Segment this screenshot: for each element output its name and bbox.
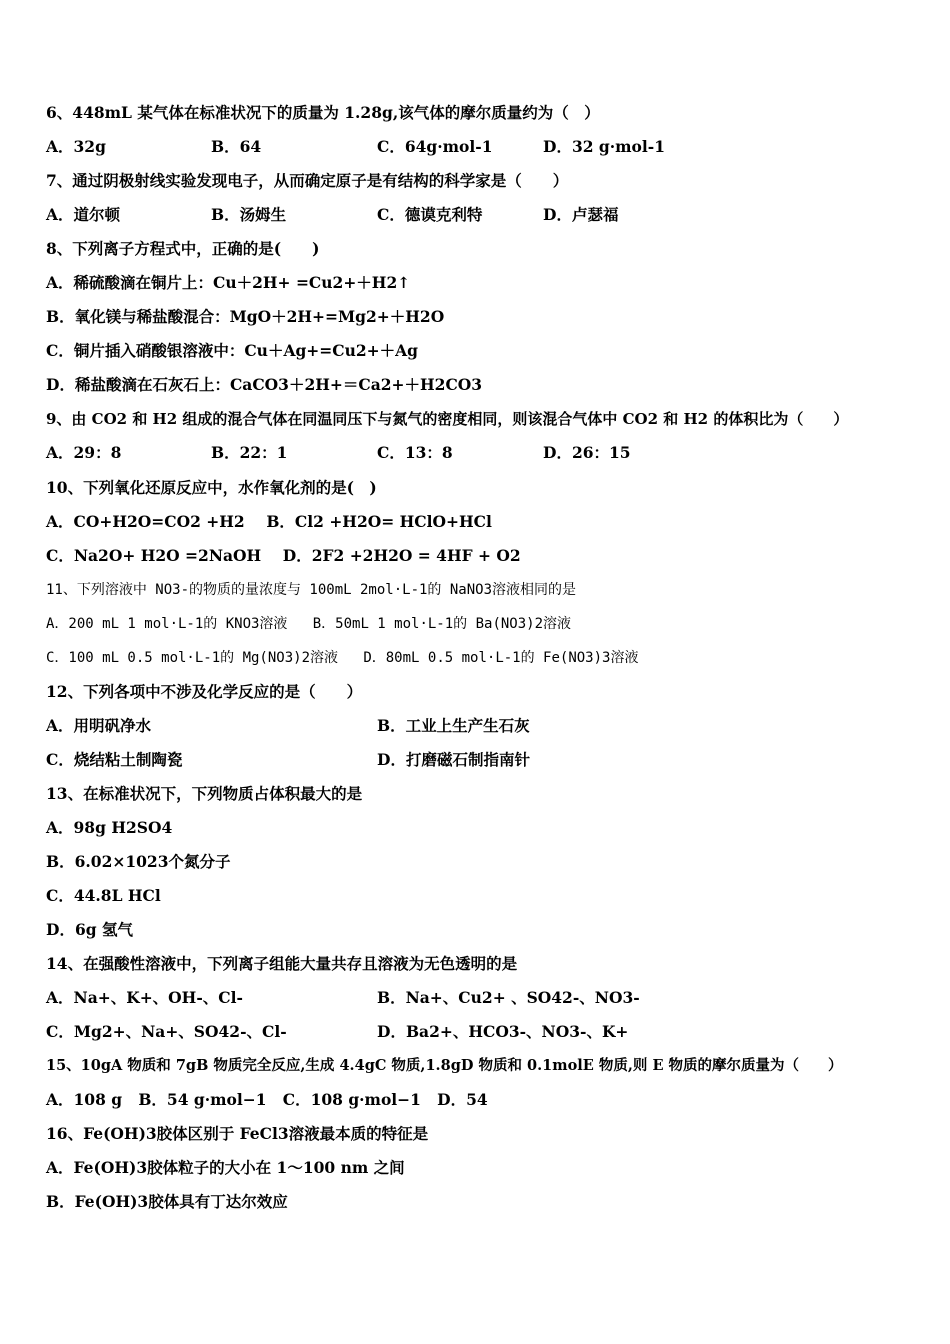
question-10-stem: 10、下列氧化还原反应中，水作氧化剂的是( ) bbox=[46, 478, 377, 497]
option: D．80mL 0.5 mol·L-1的 Fe(NO3)3溶液 bbox=[363, 650, 639, 666]
option: C．Mg2+、Na+、SO42-、Cl- bbox=[46, 1022, 287, 1041]
option: A．用明矾净水 bbox=[46, 716, 152, 735]
option: C．Na2O+ H2O =2NaOH bbox=[46, 546, 262, 565]
option: A．CO+H2O=CO2 +H2 bbox=[46, 512, 245, 531]
option: A．道尔顿 bbox=[46, 205, 121, 224]
option: C．64g·mol-1 bbox=[377, 137, 493, 156]
option: D．稀盐酸滴在石灰石上：CaCO3＋2H+＝Ca2+＋H2CO3 bbox=[46, 375, 483, 394]
question-6-stem: 6、448mL 某气体在标准状况下的质量为 1.28g,该气体的摩尔质量约为（ ） bbox=[46, 103, 600, 122]
question-15-stem: 15、10gA 物质和 7gB 物质完全反应,生成 4.4gC 物质,1.8gD 物质和 0.1molE 物质,则 E 物质的摩尔质量为（ ） bbox=[46, 1057, 843, 1074]
option: D．Ba2+、HCO3-、NO3-、K+ bbox=[377, 1022, 629, 1041]
option: A．Na+、K+、OH-、Cl- bbox=[46, 988, 243, 1007]
option: A．稀硫酸滴在铜片上：Cu＋2H+ =Cu2+＋H2↑ bbox=[46, 273, 411, 292]
option: A．98g H2SO4 bbox=[46, 818, 173, 837]
question-8-stem: 8、下列离子方程式中，正确的是( ) bbox=[46, 239, 320, 258]
option: C．100 mL 0.5 mol·L-1的 Mg(NO3)2溶液 bbox=[46, 650, 339, 666]
option: B．Na+、Cu2+ 、SO42-、NO3- bbox=[377, 988, 640, 1007]
option: D．26：15 bbox=[543, 443, 631, 462]
option: B．Cl2 +H2O= HClO+HCl bbox=[266, 512, 492, 531]
option: B．22：1 bbox=[211, 443, 288, 462]
option: D．2F2 +2H2O = 4HF + O2 bbox=[282, 546, 521, 565]
option: A．29：8 bbox=[46, 443, 122, 462]
option: B．50mL 1 mol·L-1的 Ba(NO3)2溶液 bbox=[312, 616, 572, 632]
question-10-options-row1 bbox=[46, 512, 492, 532]
option: D．打磨磁石制指南针 bbox=[377, 750, 530, 769]
option: A．200 mL 1 mol·L-1的 KNO3溶液 bbox=[46, 616, 288, 632]
option: D．卢瑟福 bbox=[543, 205, 619, 224]
option: D．54 bbox=[437, 1090, 488, 1109]
option: C．13：8 bbox=[377, 443, 453, 462]
question-7-stem: 7、通过阴极射线实验发现电子，从而确定原子是有结构的科学家是（ ） bbox=[46, 171, 569, 190]
question-12-stem: 12、下列各项中不涉及化学反应的是（ ） bbox=[46, 682, 363, 701]
question-13-stem: 13、在标准状况下，下列物质占体积最大的是 bbox=[46, 784, 363, 803]
question-11-options-row2 bbox=[46, 648, 638, 668]
question-14-stem: 14、在强酸性溶液中，下列离子组能大量共存且溶液为无色透明的是 bbox=[46, 954, 518, 973]
question-11-options-row1 bbox=[46, 614, 571, 634]
option: B．汤姆生 bbox=[211, 205, 287, 224]
option: A．32g bbox=[46, 137, 106, 156]
question-9-stem: 9、由 CO2 和 H2 组成的混合气体在同温同压下与氮气的密度相同，则该混合气体中 CO2 和 H2 的体积比为（ ） bbox=[46, 410, 849, 428]
question-10-options-row2 bbox=[46, 546, 521, 566]
question-16-stem: 16、Fe(OH)3胶体区别于 FeCl3溶液最本质的特征是 bbox=[46, 1124, 429, 1143]
option: C．44.8L HCl bbox=[46, 886, 161, 905]
option: B．6.02×1023个氮分子 bbox=[46, 852, 231, 871]
option: B．64 bbox=[211, 137, 262, 156]
option: B．54 g·mol−1 bbox=[138, 1090, 267, 1109]
option: C．德谟克利特 bbox=[377, 205, 483, 224]
option: C．108 g·mol−1 bbox=[282, 1090, 421, 1109]
question-11-stem: 11、下列溶液中 NO3-的物质的量浓度与 100mL 2mol·L-1的 NaNO3溶液相同的是 bbox=[46, 582, 577, 598]
option: A．108 g bbox=[46, 1090, 123, 1109]
option: B．工业上生产生石灰 bbox=[377, 716, 530, 735]
question-15-options bbox=[46, 1090, 488, 1110]
option: C．烧结粘土制陶瓷 bbox=[46, 750, 183, 769]
option: B．Fe(OH)3胶体具有丁达尔效应 bbox=[46, 1192, 288, 1211]
option: B．氧化镁与稀盐酸混合：MgO＋2H+=Mg2+＋H2O bbox=[46, 307, 445, 326]
option: D．6g 氢气 bbox=[46, 920, 133, 939]
option: D．32 g·mol-1 bbox=[543, 137, 665, 156]
option: A．Fe(OH)3胶体粒子的大小在 1～100 nm 之间 bbox=[46, 1158, 405, 1177]
option: C．铜片插入硝酸银溶液中：Cu＋Ag+=Cu2+＋Ag bbox=[46, 341, 419, 360]
